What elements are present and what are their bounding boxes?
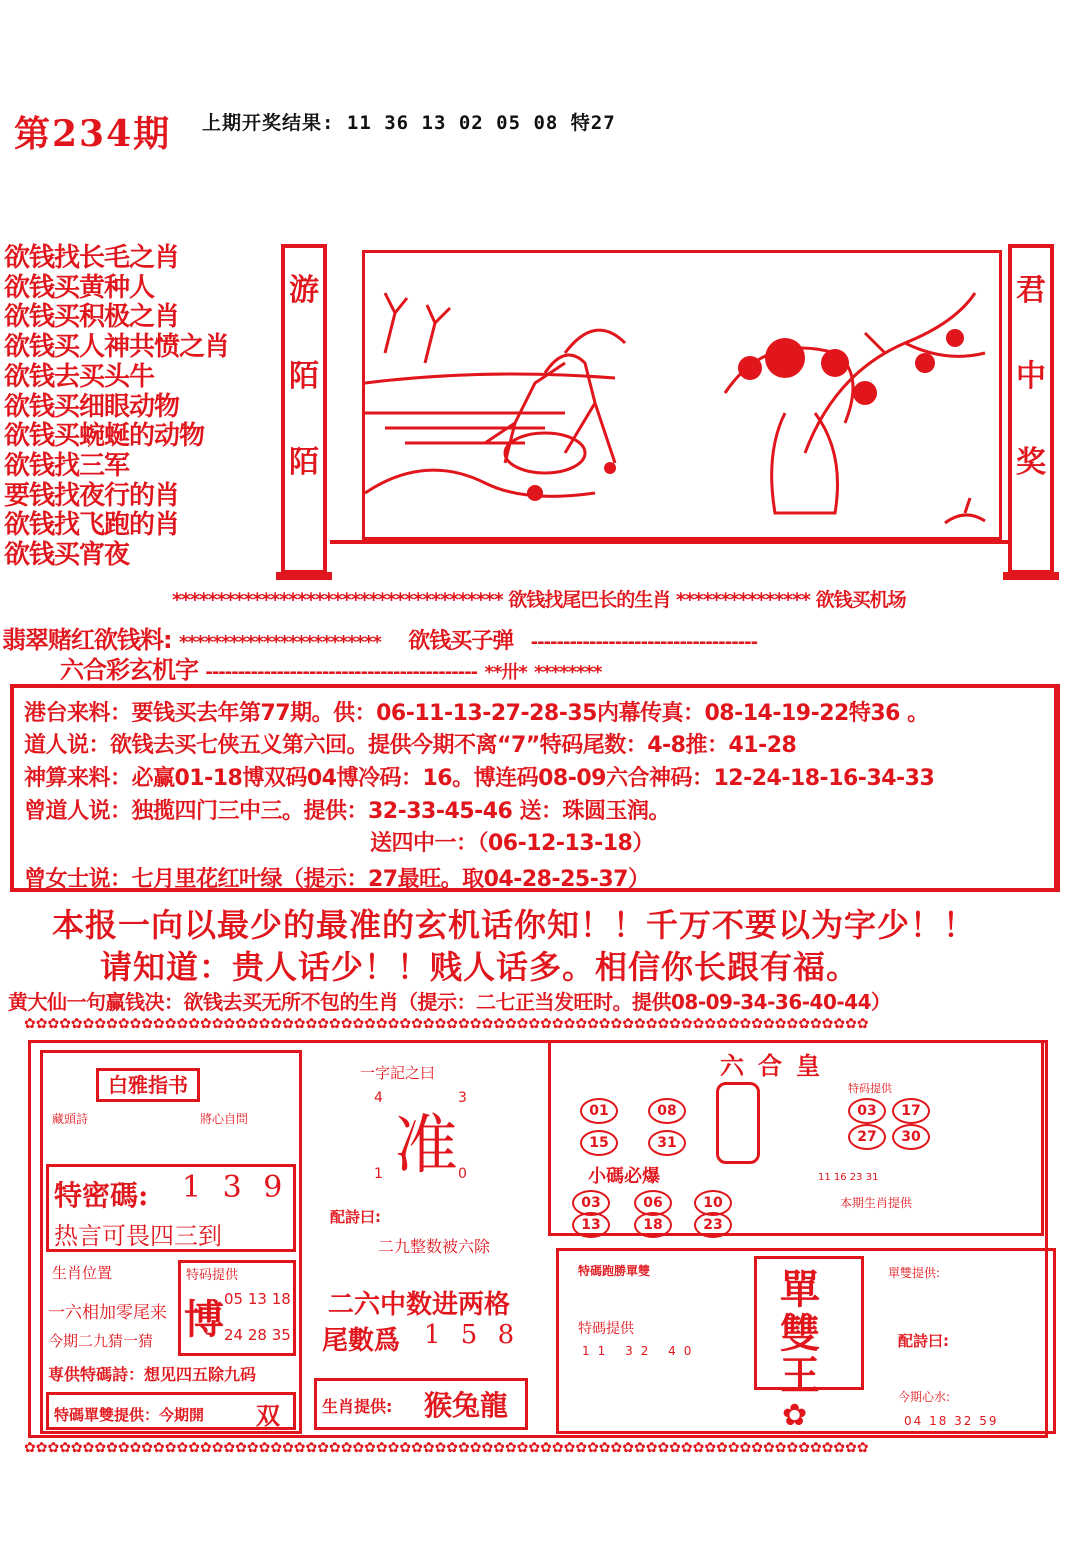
info-line-1: 港台来料：要钱买去年第77期。供：06-11-13-27-28-35内幕传真：08-14-19-22特36 。: [24, 701, 929, 726]
pillar-char: 陌: [289, 359, 319, 394]
riddle-item: 欲钱买蜿蜒的动物: [4, 421, 205, 452]
odd-even-title: 特碼跑勝單雙: [578, 1264, 651, 1278]
left-panel-title: 白雅指书: [96, 1068, 200, 1102]
goat-scene-svg: [365, 253, 1002, 540]
heart-nums: 04 18 32 59: [904, 1414, 999, 1428]
king-char-1: 單: [780, 1266, 820, 1313]
tail-value: 1 5 8: [424, 1320, 521, 1350]
right-top-title: 六合皇: [720, 1051, 834, 1080]
star-line-3-label: 六合彩玄机字: [60, 656, 198, 684]
pillar-char: 中: [1016, 359, 1046, 394]
slogan-1: 本报一向以最少的最准的玄机话你知！！千万不要以为字少！！: [52, 906, 977, 944]
king-char-3: 王: [780, 1352, 820, 1399]
mid-poem: 二九整数被六除: [378, 1237, 491, 1256]
scene-illustration: [362, 250, 1002, 540]
mid-title: 一字記之曰: [360, 1064, 436, 1082]
tip-numbers-1: 05 13 18: [224, 1290, 291, 1308]
mid-big-char: 准: [394, 1109, 458, 1183]
special-poem: 専供特碼詩：想见四五除九码: [48, 1365, 257, 1384]
star-line-2-label: 翡翠赌红欲钱料:: [2, 626, 172, 654]
tail-label: 尾數爲: [322, 1326, 401, 1356]
star-border-row: ✿✿✿✿✿✿✿✿✿✿✿✿✿✿✿✿✿✿✿✿✿✿✿✿✿✿✿✿✿✿✿✿✿✿✿✿✿✿✿✿✿✿✿✿✿✿✿✿✿✿✿✿✿✿✿✿✿✿✿✿✿✿✿✿✿✿✿✿✿✿✿✿: [24, 1016, 869, 1032]
right-pillar: [1008, 244, 1054, 574]
number-circle: 30: [892, 1124, 930, 1150]
riddle-item: 要钱找夜行的肖: [4, 480, 180, 511]
zodiac-provide-title: 本期生肖提供: [840, 1196, 913, 1210]
scene-baseline: [330, 540, 1010, 544]
number-circle: 17: [892, 1098, 930, 1124]
number-circle: 18: [634, 1212, 672, 1238]
small-code-title: 小碼必爆: [588, 1166, 660, 1187]
tip-char: 博: [184, 1296, 224, 1343]
zodiac-label: 生肖提供:: [322, 1397, 393, 1416]
guess-text: 今期二九猜一猜: [48, 1332, 154, 1350]
mid-big-text: 二六中数进两格: [328, 1290, 511, 1320]
star-line-3-text: **卅*: [484, 662, 527, 683]
riddle-list: [4, 244, 279, 571]
slogan-2: 请知道：贵人话少！！贱人话多。相信你长跟有福。: [100, 948, 860, 986]
huang-line: 黄大仙一句赢钱决：欲钱去买无所不包的生肖（提示：二七正当发旺时。提供08-09-34-36-40-44）: [8, 990, 891, 1014]
tip-label: 特码提供: [186, 1268, 239, 1283]
tip-numbers-2: 24 28 35: [224, 1326, 291, 1344]
mid-num-tl: 4: [374, 1090, 383, 1106]
hot-words: 热言可畏四三到: [54, 1222, 222, 1250]
mid-poem-label: 配詩曰:: [330, 1208, 381, 1226]
left-panel-sub2: 將心自問: [200, 1112, 249, 1126]
pillar-char: 君: [1016, 273, 1046, 308]
right-pillar-base: [1003, 572, 1059, 580]
riddle-item: 欲钱买人神共愤之肖: [4, 332, 230, 363]
number-circle: 15: [580, 1130, 618, 1156]
left-pillar-base: [276, 572, 332, 580]
left-panel-sub1: 藏頭詩: [52, 1112, 89, 1126]
number-circle: 23: [694, 1212, 732, 1238]
bottom-tip-nums: 11 32 40: [582, 1344, 700, 1358]
mid-num-tr: 3: [458, 1090, 467, 1106]
star-line-1-text-b: 欲钱买机场: [815, 589, 906, 611]
riddle-item: 欲钱买黄种人: [4, 272, 155, 303]
star-decoration: ************************: [178, 632, 381, 653]
small-nums: 11 16 23 31: [818, 1172, 879, 1183]
star-border-row: ✿✿✿✿✿✿✿✿✿✿✿✿✿✿✿✿✿✿✿✿✿✿✿✿✿✿✿✿✿✿✿✿✿✿✿✿✿✿✿✿✿✿✿✿✿✿✿✿✿✿✿✿✿✿✿✿✿✿✿✿✿✿✿✿✿✿✿✿✿✿✿✿: [24, 1440, 869, 1456]
number-circle: 08: [648, 1098, 686, 1124]
dash-decoration: -----------------------------------: [530, 632, 758, 653]
number-circle: 03: [848, 1098, 886, 1124]
info-line-6: 曾女士说：七月里花红叶绿（提示：27最旺。取04-28-25-37）: [24, 867, 650, 892]
pillar-char: 游: [289, 273, 319, 308]
star-decoration: ********: [534, 662, 602, 683]
bottom-right-title: 單雙提供:: [888, 1266, 941, 1280]
star-line-2-text: 欲钱买子弹: [408, 629, 514, 654]
bottom-tip-label: 特碼提供: [578, 1321, 634, 1337]
king-char-2: 雙: [780, 1310, 820, 1357]
last-result: 上期开奖结果: 11 36 13 02 05 08 特27: [202, 112, 616, 134]
number-circle: 13: [572, 1212, 610, 1238]
riddle-item: 欲钱买积极之肖: [4, 302, 180, 333]
number-circle: 06: [634, 1190, 672, 1216]
info-line-2: 道人说：欲钱去买七侠五义第六回。提供今期不离“7”特码尾数：4-8推：41-28: [24, 733, 797, 758]
number-circle: 27: [848, 1124, 886, 1150]
star-line-1: [172, 585, 906, 612]
riddle-item: 欲钱买宵夜: [4, 540, 130, 571]
star-line-1-text-a: 欲钱找尾巴长的生肖: [508, 589, 671, 611]
mid-num-bl: 1: [374, 1166, 383, 1182]
mid-num-br: 0: [458, 1166, 467, 1182]
flower-icon: ✿: [782, 1398, 808, 1433]
heart-label: 今期心水:: [898, 1390, 951, 1404]
pillar-char: 奖: [1016, 445, 1046, 480]
info-line-4: 曾道人说：独揽四门三中三。提供：32-33-45-46 送：珠圆玉润。: [24, 799, 671, 824]
secret-code-value: 1 3 9: [182, 1170, 289, 1205]
info-line-3: 神算来料：必赢01-18博双码04博冷码：16。博连码08-09六合神码：12-24-18-16-34-33: [24, 766, 935, 791]
riddle-item: 欲钱找长毛之肖: [4, 243, 180, 273]
issue-number: 第234期: [14, 113, 172, 155]
star-decoration: ***************: [675, 589, 810, 611]
secret-code-label: 特密碼:: [54, 1179, 149, 1212]
zodiac-position-text: 一六相加零尾来: [48, 1303, 167, 1323]
number-circle: 03: [572, 1190, 610, 1216]
riddle-item: 欲钱买细眼动物: [4, 391, 180, 422]
odd-even-label: 特碼單雙提供：今期開: [54, 1406, 205, 1424]
info-line-5: 送四中一：（06-12-13-18）: [370, 831, 654, 856]
zodiac-position-label: 生肖位置: [52, 1264, 113, 1282]
pillar-char: 陌: [289, 445, 319, 480]
star-line-3: [60, 650, 601, 685]
left-pillar: [281, 244, 327, 574]
tip-title: 特码提供: [848, 1082, 892, 1095]
center-decoration: [716, 1082, 760, 1164]
number-circle: 01: [580, 1098, 618, 1124]
riddle-item: 欲钱去买头牛: [4, 361, 155, 392]
zodiac-value: 猴兔龍: [424, 1389, 509, 1422]
bottom-right-poem: 配詩曰:: [898, 1332, 949, 1350]
odd-even-value: 双: [256, 1402, 280, 1430]
dash-decoration: ------------------------------------------: [205, 662, 478, 683]
riddle-item: 欲钱找三军: [4, 450, 130, 481]
star-decoration: *************************************: [172, 589, 503, 611]
riddle-item: 欲钱找飞跑的肖: [4, 510, 180, 541]
number-circle: 10: [694, 1190, 732, 1216]
number-circle: 31: [648, 1130, 686, 1156]
